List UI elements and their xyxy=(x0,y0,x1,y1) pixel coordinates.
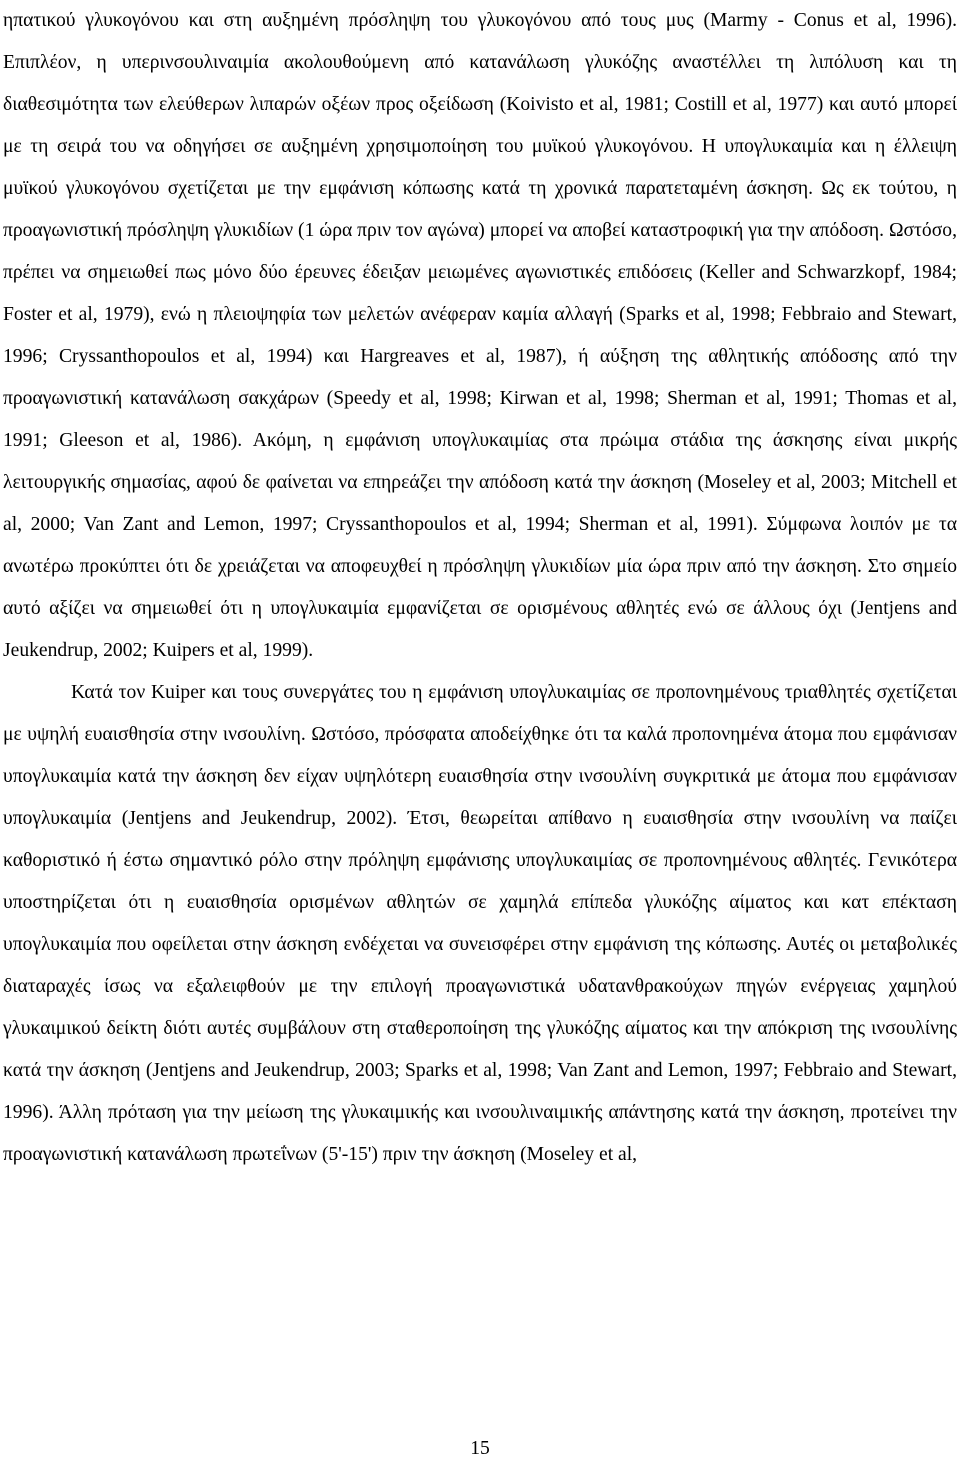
body-paragraph-1: ηπατικού γλυκογόνου και στη αυξημένη πρόσληψη του γλυκογόνου από τους μυς (Marmy - Conus et al, 1996). Επιπλέον, η υπερινσουλιναιμία ακολουθούμενη από κατανάλωση γλυκόζης αναστέλλει τη λιπόλυση και τη διαθεσιμότητα των ελεύθερων λιπαρών οξέων προς οξείδωση (Koivisto et al, 1981; Costill et al, 1977) και αυτό μπορεί με τη σειρά του να οδηγήσει σε αυξημένη χρησιμοποίηση του μυϊκού γλυκογόνου. Η υπογλυκαιμία και η έλλειψη μυϊκού γλυκογόνου σχετίζεται με την εμφάνιση κόπωσης κατά τη χρονικά παρατεταμένη άσκηση. Ως εκ τούτου, η προαγωνιστική πρόσληψη γλυκιδίων (1 ώρα πριν τον αγώνα) μπορεί να αποβεί καταστροφική για την απόδοση. Ωστόσο, πρέπει να σημειωθεί πως μόνο δύο έρευνες έδειξαν μειωμένες αγωνιστικές επιδόσεις (Keller and Schwarzkopf, 1984; Foster et al, 1979), ενώ η πλειοψηφία των μελετών ανέφεραν καμία αλλαγή (Sparks et al, 1998; Febbraio and Stewart, 1996; Cryssanthopoulos et al, 1994) και Hargreaves et al, 1987), ή αύξηση της αθλητικής απόδοσης από την προαγωνιστική κατανάλωση σακχάρων (Speedy et al, 1998; Kirwan et al, 1998; Sherman et al, 1991; Thomas et al, 1991; Gleeson et al, 1986). Ακόμη, η εμφάνιση υπογλυκαιμίας στα πρώιμα στάδια της άσκησης είναι μικρής λειτουργικής σημασίας, αφού δε φαίνεται να επηρεάζει την απόδοση κατά την άσκηση (Moseley et al, 2003; Mitchell et al, 2000; Van Zant and Lemon, 1997; Cryssanthopoulos et al, 1994; Sherman et al, 1991). Σύμφωνα λοιπόν με τα ανωτέρω προκύπτει ότι δε χρειάζεται να αποφευχθεί η πρόσληψη γλυκιδίων μία ώρα πριν από την άσκηση. Στο σημείο αυτό αξίζει να σημειωθεί ότι η υπογλυκαιμία εμφανίζεται σε ορισμένους αθλητές ενώ σε άλλους όχι (Jentjens and Jeukendrup, 2002; Kuipers et al, 1999). xyxy=(3,10,957,661)
page-number: 15 xyxy=(470,1438,490,1459)
body-paragraph-2: Κατά τον Kuiper και τους συνεργάτες του η εμφάνιση υπογλυκαιμίας σε προπονημένους τριαθλητές σχετίζεται με υψηλή ευαισθησία στην ινσουλίνη. Ωστόσο, πρόσφατα αποδείχθηκε ότι τα καλά προπονημένα άτομα που εμφάνισαν υπογλυκαιμία κατά την άσκηση δεν είχαν υψηλότερη ευαισθησία στην ινσουλίνη συγκριτικά με άτομα που εμφάνισαν υπογλυκαιμία (Jentjens and Jeukendrup, 2002). Έτσι, θεωρείται απίθανο η ευαισθησία στην ινσουλίνη να παίζει καθοριστικό ή έστω σημαντικό ρόλο στην πρόληψη εμφάνισης υπογλυκαιμίας σε προπονημένους αθλητές. Γενικότερα υποστηρίζεται ότι η ευαισθησία ορισμένων αθλητών σε χαμηλά επίπεδα γλυκόζης αίματος και κατ επέκταση υπογλυκαιμία που οφείλεται στην άσκηση ενδέχεται να συνεισφέρει στην εμφάνιση της κόπωσης. Αυτές οι μεταβολικές διαταραχές ίσως να εξαλειφθούν με την επιλογή προαγωνιστικά υδατανθρακούχων πηγών ενέργειας χαμηλού γλυκαιμικού δείκτη διότι αυτές συμβάλουν στη σταθεροποίηση της γλυκόζης αίματος και την απόκριση της ινσουλίνης κατά την άσκηση (Jentjens and Jeukendrup, 2003; Sparks et al, 1998; Van Zant and Lemon, 1997; Febbraio and Stewart, 1996). Άλλη πρόταση για την μείωση της γλυκαιμικής και ινσουλιναιμικής απάντησης κατά την άσκηση, προτείνει την προαγωνιστική κατανάλωση πρωτεΐνων (5'-15') πριν την άσκηση (Moseley et al, xyxy=(3,682,957,1165)
